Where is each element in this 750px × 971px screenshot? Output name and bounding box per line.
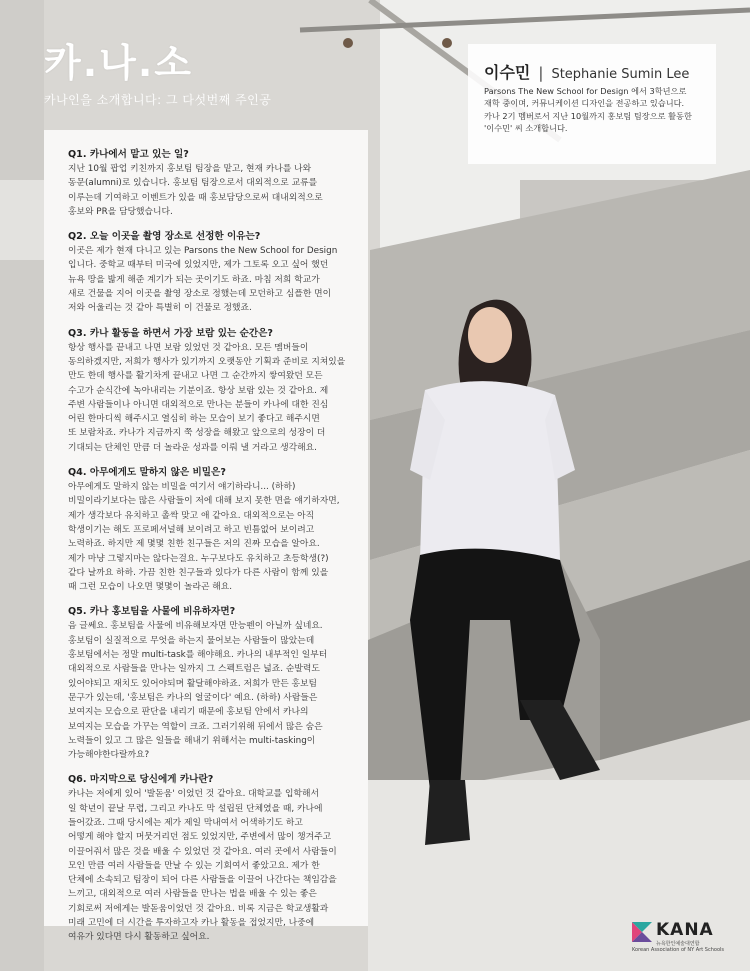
qa-panel [44,130,368,943]
name-korean: 이수민 [484,63,531,82]
qa-item [68,773,364,944]
question: Q3. 카나 활동을 하면서 가장 보람 있는 순간은? [68,327,273,339]
question: Q5. 카나 홍보팀을 사물에 비유하자면? [68,606,236,618]
logo-wordmark: KANA [656,920,714,940]
page-title: 카.나.소 [44,41,193,85]
qa-list [68,148,364,956]
question: Q6. 마지막으로 당신에게 카나란? [68,774,214,786]
page-subtitle: 카나인을 소개합니다: 그 다섯번째 주인공 [44,93,272,107]
qa-item [68,148,364,219]
kana-logo-icon [632,922,652,942]
profile-bio: Parsons The New School for Design 에서 3학년으로 재학 중이며, 커뮤니케이션 디자인을 전공하고 있습니다. 카나 2기 멤버로서 지난 10월까지 홍보팀 팀장으로 활동한 '이수민' 씨 소개합니다. [484,86,692,134]
kana-logo [632,920,732,962]
answer: 아무에게도 말하지 않는 비밀을 여기서 얘기하라니... (하하) 비밀이라기보다는 많은 사람들이 저에 대해 보지 못한 면을 얘기하자면, 제가 생각보다 유치하고 촐싹 맞고 애 같아요. 대외적으로는 아직 학생이기는 해도 프로페셔널해 보이려고 하고 빈틈없어 보이려고 노력하죠. 하지만 제 몇몇 친한 친구들은 저의 진짜 모습을 알아요. 제가 마냥 그렇지마는 않다는걸요. 누구보다도 유치하고 초등학생(?) 같다 날까요 하하. 가끔 친한 친구들과 있다가 다른 사람이 함께 있을 때 그런 모습이 나오면 몇몇이 놀라곤 해요. [68,482,340,593]
answer: 음 글쎄요. 홍보팀을 사물에 비유해보자면 만능펜이 아닐까 싶네요. 홍보팀이 실질적으로 무엇을 하는지 물어보는 사람들이 많았는데 홍보팀에서는 정말 multi-task를 해야해요. 카나의 내부적인 일부터 대외적으로 사람들을 만나는 일까지 그 스펙트럼은 넓죠. 순발력도 있어야되고 재치도 있어야되며 활달해야하죠. 저희가 만든 홍보팀 문구가 있는데, '홍보팀은 카나의 얼굴이다' 예요. (하하) 사람들은 보여지는 모습으로 판단을 내리기 때문에 홍보팀 안에서 카나의 보여지는 모습을 가꾸는 역할이 크죠. 그러기위해 뒤에서 많은 숨은 노력들이 있고 그 많은 일들을 해내기 위해서는 multi-tasking이 가능해야한다랄까요? [68,621,328,761]
question: Q1. 카나에서 맡고 있는 일? [68,149,189,160]
qa-item [68,466,364,594]
qa-item [68,605,364,762]
answer: 항상 행사를 끝내고 나면 보람 있었던 것 같아요. 모든 멤버들이 동의하겠지만, 저희가 행사가 있기까지 오랫동안 기획과 준비로 지쳐있을 만도 한데 행사를 활기차게 끝내고 나면 그 순간까지 쌓여왔던 모든 수고가 순식간에 녹아내리는 기분이죠. 항상 보람 있는 것 같아요. 제 주변 사람들이나 아니면 대외적으로 만나는 분들이 카나에 대한 진심 어린 한마디씩 해주시고 열심히 하는 모습이 보기 좋다고 해주시면 또 보람차죠. 카나가 지금까지 쭉 성장을 해왔고 앞으로의 성장이 더 기대되는 단체인 만큼 더 놀라운 성과를 이뤄 낼 거라고 생각해요. [68,342,346,453]
logo-korean-line: 뉴욕한인예술대연합 [656,941,700,947]
profile-name-row [484,60,689,83]
name-english: Stephanie Sumin Lee [551,67,690,82]
masthead [44,32,271,108]
qa-item [68,327,364,455]
question: Q2. 오늘 이곳을 촬영 장소로 선정한 이유는? [68,231,261,243]
name-separator: | [538,64,544,82]
question: Q4. 아무에게도 말하지 않은 비밀은? [68,467,226,479]
profile-card [468,44,716,164]
answer: 이곳은 제가 현재 다니고 있는 Parsons the New School for Design 입니다. 중학교 때부터 미국에 있었지만, 제가 그토록 오고 싶어 했던 뉴욕 땅을 밟게 해준 계기가 되는 곳이기도 하죠. 마침 저희 학교가 새로 건물을 지어 이곳을 촬영 장소로 정했는데 모던하고 심플한 면이 저와 어울리는 것 같아 특별히 이 건물로 정했죠. [68,246,338,314]
answer: 카나는 저에게 있어 '발돋움' 이었던 것 같아요. 대학교를 입학해서 일 학년이 끝날 무렵, 그리고 카나도 막 설립된 단체였을 때, 카나에 들어갔죠. 그때 당시에는 제가 제일 막내여서 어색하기도 하고 어떻게 해야 할지 머뭇거리던 점도 있었지만, 주변에서 많이 챙겨주고 이끌어줘서 많은 것을 배울 수 있었던 것 같아요. 여러 곳에서 사람들이 모인 만큼 여러 사람들을 만날 수 있는 기회여서 좋았고요. 제가 한 단체에 소속되고 팀장이 되어 다른 사람들을 이끌어 나간다는 책임감을 느끼고, 대외적으로 여러 사람들을 만나는 법을 배울 수 있는 좋은 기회로써 저에게는 발돋움이었던 것 같아요. 비록 지금은 학교생활과 미래 고민에 더 시간을 투자하고자 카나 활동을 접었지만, 나중에 여유가 있다면 다시 활동하고 싶어요. [68,789,337,943]
logo-english-line: Korean Association of NY Art Schools [632,947,725,953]
answer: 지난 10월 팝업 키친까지 홍보팀 팀장을 맡고, 현재 카나를 나와 동문(alumni)로 있습니다. 홍보팀 팀장으로서 대외적으로 교류를 이루는데 기여하고 이벤트가 있을 때 홍보담당으로써 대내외적으로 홍보와 PR을 담당했습니다. [68,164,323,217]
qa-item [68,230,364,315]
